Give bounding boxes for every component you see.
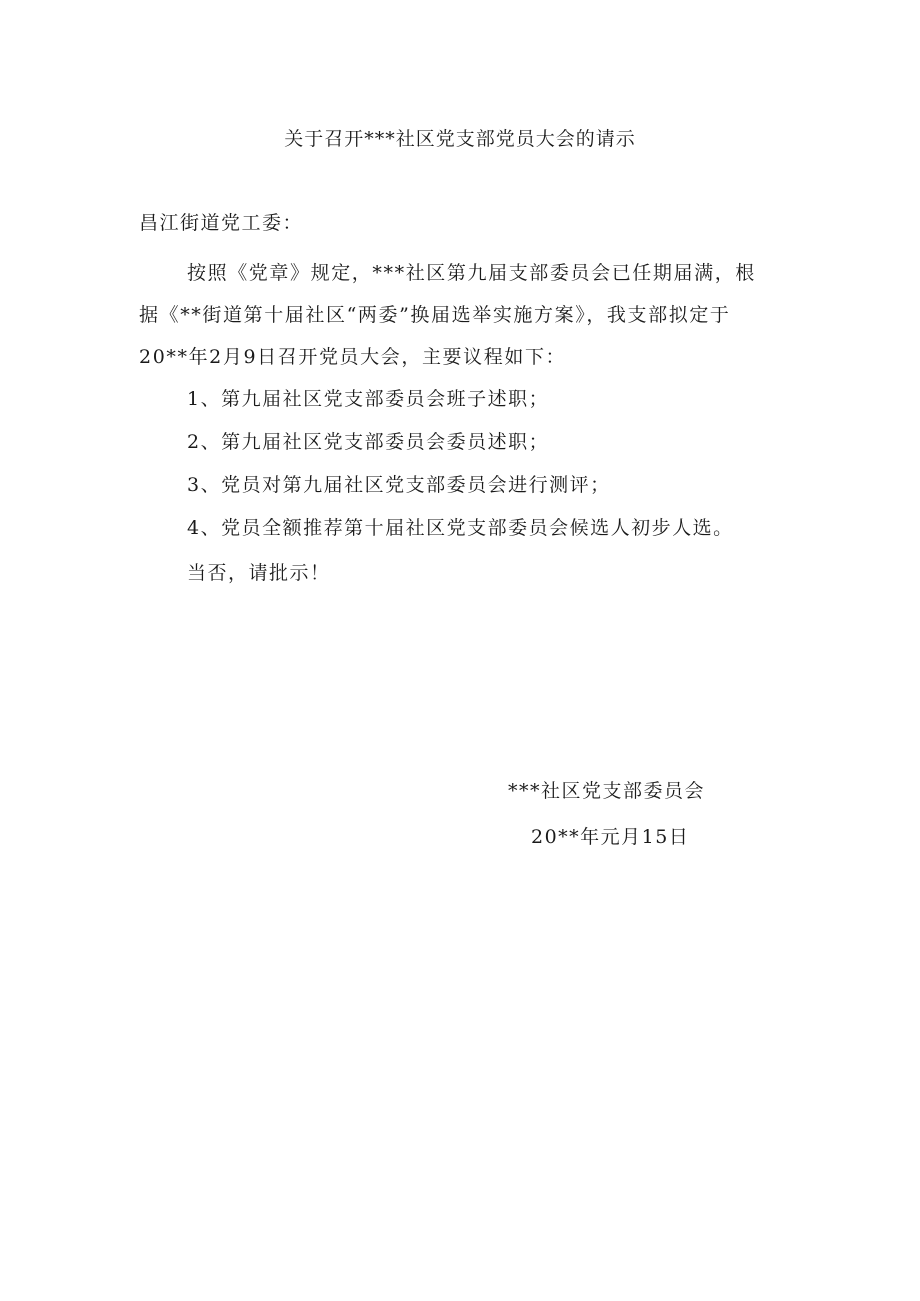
agenda-item-4: 4、党员全额推荐第十届社区党支部委员会候选人初步人选。 <box>187 517 734 539</box>
body-line: 按照《党章》规定，***社区第九届支部委员会已任期届满，根 <box>187 262 756 284</box>
body-line: 20**年2月9日召开党员大会，主要议程如下： <box>139 346 567 368</box>
body-paragraph <box>139 252 784 378</box>
signature-organization: ***社区党支部委员会 <box>508 780 706 802</box>
agenda-item-2: 2、第九届社区党支部委员会委员述职； <box>187 431 550 453</box>
agenda-item-3: 3、党员对第九届社区党支部委员会进行测评； <box>187 474 611 496</box>
agenda-item-1: 1、第九届社区党支部委员会班子述职； <box>187 388 550 410</box>
closing-remark: 当否，请批示！ <box>187 562 331 584</box>
signature-date: 20**年元月15日 <box>531 826 690 848</box>
document-title: 关于召开***社区党支部党员大会的请示 <box>284 128 636 150</box>
salutation: 昌江街道党工委： <box>139 212 304 234</box>
body-line: 据《**街道第十届社区“两委”换届选举实施方案》，我支部拟定于 <box>139 304 731 326</box>
